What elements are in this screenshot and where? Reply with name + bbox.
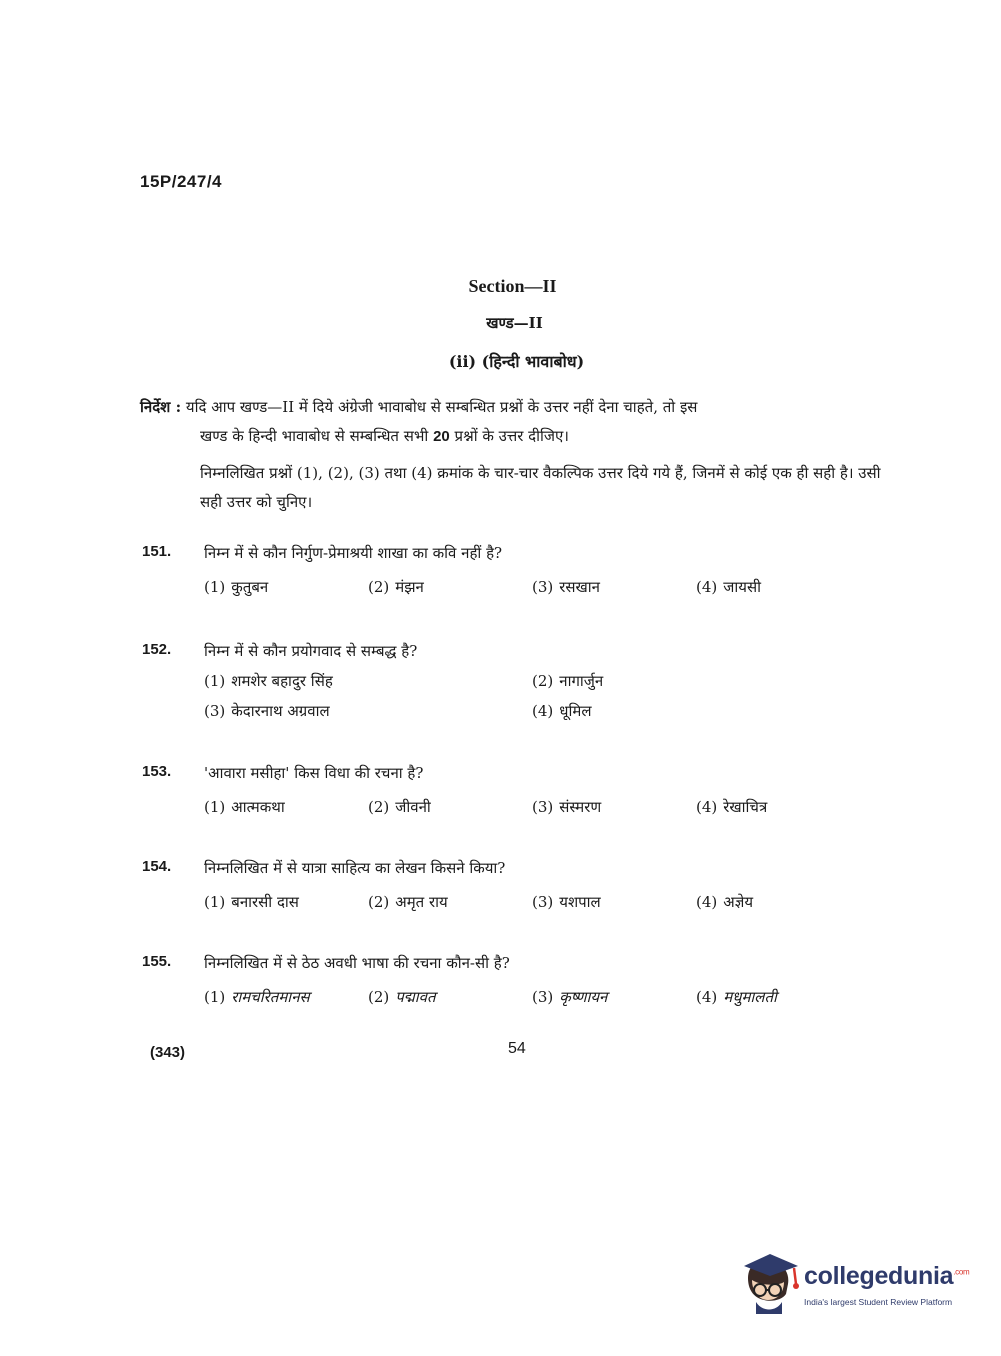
- option-1: [204, 797, 368, 817]
- option-label: आत्मकथा: [231, 798, 285, 816]
- option-number: (2): [368, 988, 390, 1006]
- footer-code: (343): [150, 1044, 186, 1061]
- question-152: [142, 641, 862, 721]
- option-4: [696, 892, 860, 912]
- question-text: निम्न में से कौन प्रयोगवाद से सम्बद्ध है?: [204, 642, 418, 660]
- option-2: [368, 987, 532, 1007]
- option-1: [204, 892, 368, 912]
- question-text: निम्नलिखित में से यात्रा साहित्य का लेखन किसने किया?: [204, 859, 506, 877]
- option-number: (3): [532, 988, 554, 1006]
- option-label: अज्ञेय: [723, 893, 754, 911]
- option-label: जीवनी: [395, 798, 431, 816]
- option-2: [368, 797, 532, 817]
- options-row: [204, 892, 862, 912]
- question-number: 155.: [142, 953, 172, 970]
- option-label: मंझन: [395, 578, 424, 596]
- option-number: (3): [532, 798, 554, 816]
- option-4: [696, 577, 860, 597]
- instructions-line-2a: खण्ड के हिन्दी भावाबोध से सम्बन्धित सभी: [200, 427, 434, 445]
- option-number: (2): [368, 893, 390, 911]
- option-3: [532, 577, 696, 597]
- question-155: [142, 953, 862, 1007]
- options-row: [204, 797, 862, 817]
- option-label: पद्मावत: [395, 988, 436, 1006]
- brand-wordmark: collegedunia: [804, 1262, 954, 1290]
- question-151: [142, 543, 862, 597]
- option-1: [204, 671, 532, 691]
- option-number: (4): [696, 578, 718, 596]
- option-label: यशपाल: [559, 893, 601, 911]
- question-number: 151.: [142, 543, 172, 560]
- paper-code: 15P/247/4: [140, 172, 223, 191]
- instructions-line-2b: प्रश्नों के उत्तर दीजिए।: [449, 427, 569, 445]
- instructions-block: [140, 393, 885, 517]
- brand-tagline: India's largest Student Review Platform: [804, 1297, 953, 1307]
- instructions-label: निर्देश :: [140, 398, 182, 416]
- option-number: (2): [368, 578, 390, 596]
- option-number: (2): [368, 798, 390, 816]
- instructions-paragraph-2: निम्नलिखित प्रश्नों (1), (2), (3) तथा (4) क्रमांक के चार-चार वैकल्पिक उत्तर दिये गये हैं, जिनमें से कोई एक ही सही है। उसी सही उत्तर को चुनिए।: [200, 464, 881, 511]
- question-number: 153.: [142, 763, 172, 780]
- option-2: [368, 892, 532, 912]
- instructions-line-1: यदि आप खण्ड—II में दिये अंग्रेजी भावाबोध से सम्बन्धित प्रश्नों के उत्तर नहीं देना चाहते, तो इस: [185, 398, 698, 416]
- option-number: (4): [532, 702, 554, 720]
- option-3: [532, 987, 696, 1007]
- instructions-paragraph-1: [140, 393, 885, 451]
- question-153: [142, 763, 862, 817]
- options-row: [204, 987, 862, 1007]
- option-4: [532, 701, 732, 721]
- option-number: (1): [204, 672, 226, 690]
- option-1: [204, 987, 368, 1007]
- options-row: [204, 577, 862, 597]
- option-label: नागार्जुन: [559, 672, 604, 690]
- option-number: (4): [696, 893, 718, 911]
- option-number: (3): [532, 893, 554, 911]
- question-number: 152.: [142, 641, 172, 658]
- option-4: [696, 987, 860, 1007]
- option-number: (1): [204, 578, 226, 596]
- option-label: केदारनाथ अग्रवाल: [231, 702, 330, 720]
- question-text: निम्न में से कौन निर्गुण-प्रेमाश्रयी शाखा का कवि नहीं है?: [204, 544, 503, 562]
- option-number: (4): [696, 988, 718, 1006]
- options-grid: [204, 671, 862, 721]
- option-label: कुतुबन: [231, 578, 269, 596]
- section-subtitle: (ii) (हिन्दी भावाबोध): [448, 352, 585, 371]
- question-text: 'आवारा मसीहा' किस विधा की रचना है?: [204, 764, 424, 782]
- question-text: निम्नलिखित में से ठेठ अवधी भाषा की रचना कौन-सी है?: [204, 954, 510, 972]
- option-3: [532, 892, 696, 912]
- option-label: मधुमालती: [723, 988, 777, 1006]
- student-mascot-icon: [742, 1250, 802, 1314]
- option-label: धूमिल: [559, 702, 592, 720]
- option-label: रेखाचित्र: [723, 798, 768, 816]
- option-label: बनारसी दास: [231, 893, 299, 911]
- option-2: [532, 671, 732, 691]
- option-number: (3): [204, 702, 226, 720]
- option-number: (1): [204, 988, 226, 1006]
- collegedunia-watermark: [742, 1250, 972, 1322]
- section-title-hindi: खण्ड—II: [486, 314, 543, 332]
- instructions-question-count: 20: [433, 428, 450, 445]
- option-label: संस्मरण: [559, 798, 602, 816]
- question-number: 154.: [142, 858, 172, 875]
- option-number: (2): [532, 672, 554, 690]
- option-number: (1): [204, 893, 226, 911]
- option-2: [368, 577, 532, 597]
- option-3: [204, 701, 532, 721]
- option-label: कृष्णायन: [559, 988, 608, 1006]
- page-number: 54: [508, 1040, 526, 1057]
- option-label: रामचरितमानस: [231, 988, 310, 1006]
- brand-name: [804, 1262, 969, 1291]
- option-number: (3): [532, 578, 554, 596]
- option-number: (1): [204, 798, 226, 816]
- section-title-english: Section—II: [468, 276, 557, 296]
- option-label: रसखान: [559, 578, 601, 596]
- option-label: शमशेर बहादुर सिंह: [231, 672, 333, 690]
- option-number: (4): [696, 798, 718, 816]
- question-154: [142, 858, 862, 912]
- option-label: जायसी: [723, 578, 761, 596]
- option-label: अमृत राय: [395, 893, 448, 911]
- option-1: [204, 577, 368, 597]
- option-4: [696, 797, 860, 817]
- option-3: [532, 797, 696, 817]
- brand-domain: .com: [953, 1267, 970, 1277]
